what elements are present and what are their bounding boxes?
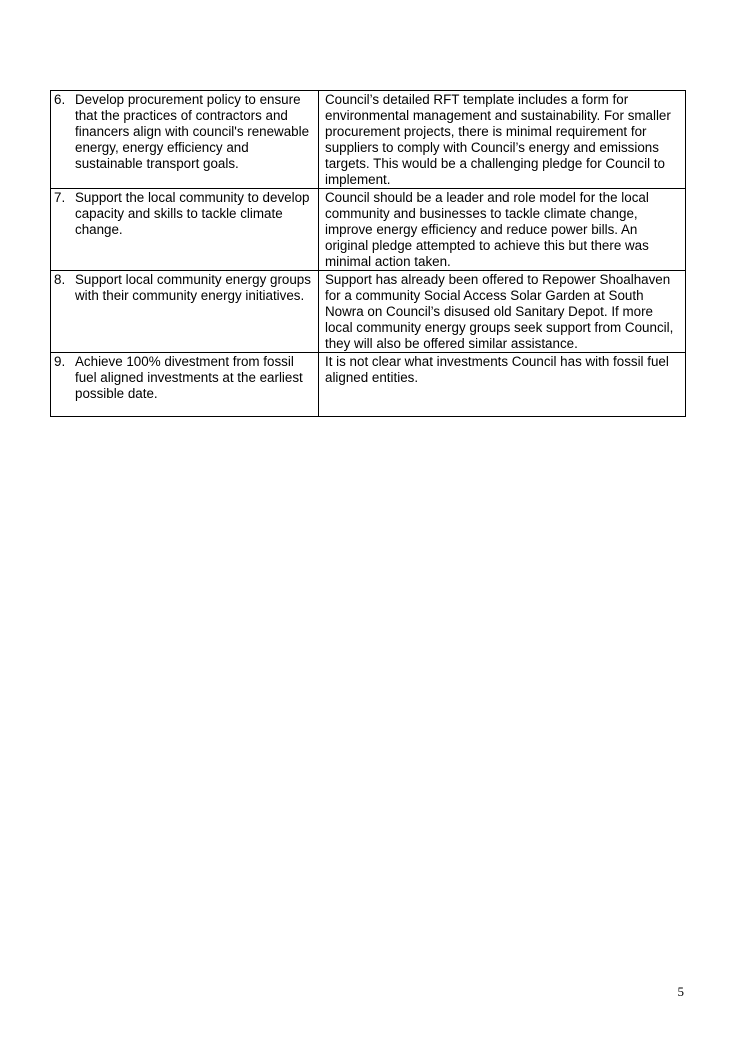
pledge-number: 7. bbox=[54, 190, 66, 205]
pledge-cell bbox=[51, 271, 319, 353]
comment-cell: It is not clear what investments Council has with fossil fuel aligned entities. bbox=[319, 353, 686, 417]
pledge-cell bbox=[51, 91, 319, 189]
table-row bbox=[51, 271, 686, 353]
pledge-number: 8. bbox=[54, 272, 66, 287]
comment-cell: Council’s detailed RFT template includes a form for environmental management and sustainability. For smaller procurement projects, there is minimal requirement for suppliers to comply with Council’s energy and emissions targets. This would be a challenging pledge for Council to implement. bbox=[319, 91, 686, 189]
table-row bbox=[51, 91, 686, 189]
page-number: 5 bbox=[677, 984, 684, 999]
pledge-number: 9. bbox=[54, 354, 66, 369]
pledge-text: Support the local community to develop capacity and skills to tackle climate change. bbox=[75, 190, 310, 237]
pledge-text: Support local community energy groups with their community energy initiatives. bbox=[75, 272, 311, 303]
pledge-cell bbox=[51, 189, 319, 271]
pledge-number: 6. bbox=[54, 92, 66, 107]
comment-cell: Council should be a leader and role model for the local community and businesses to tackle climate change, improve energy efficiency and reduce power bills. An original pledge attempted to achieve this but there was minimal action taken. bbox=[319, 189, 686, 271]
pledge-cell bbox=[51, 353, 319, 417]
table-row bbox=[51, 189, 686, 271]
pledge-table bbox=[50, 90, 686, 417]
table-row bbox=[51, 353, 686, 417]
pledge-text: Achieve 100% divestment from fossil fuel aligned investments at the earliest possible date. bbox=[75, 354, 303, 401]
comment-cell: Support has already been offered to Repower Shoalhaven for a community Social Access Solar Garden at South Nowra on Council’s disused old Sanitary Depot. If more local community energy groups seek support from Council, they will also be offered similar assistance. bbox=[319, 271, 686, 353]
pledge-text: Develop procurement policy to ensure that the practices of contractors and financers align with council's renewable energy, energy efficiency and sustainable transport goals. bbox=[75, 92, 310, 171]
